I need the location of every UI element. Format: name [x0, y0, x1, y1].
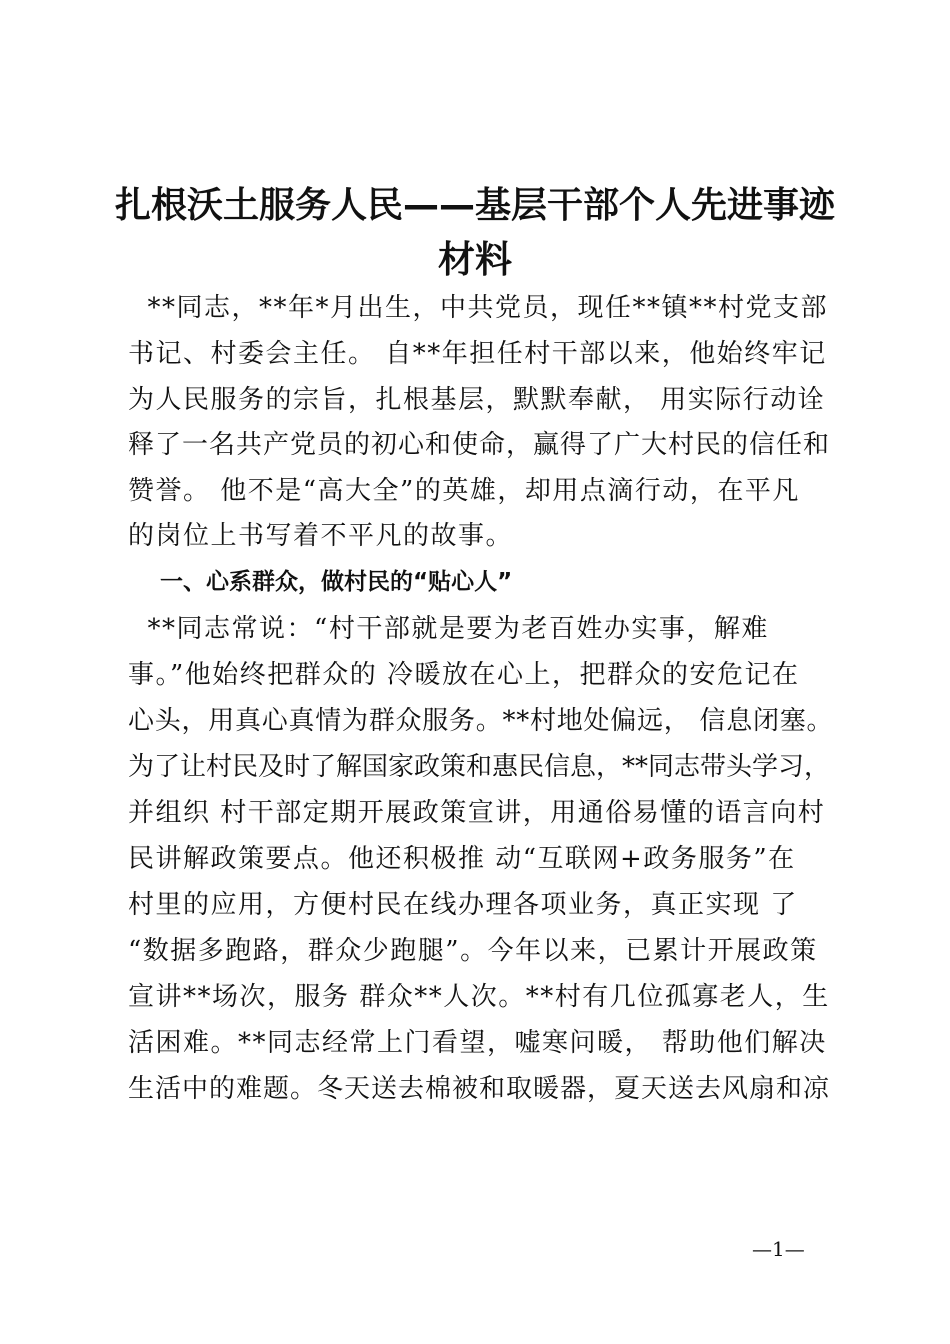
document-title-line1: 扎根沃土服务人民——基层干部个人先进事迹: [114, 185, 835, 226]
paragraph2-line: 事。”他始终把群众的 冷暖放在心上，把群众的安危记在: [128, 660, 800, 690]
paragraph1-line: 赞誉。 他不是“高大全”的英雄，却用点滴行动，在平凡: [128, 476, 800, 506]
document-title-line2: 材料: [438, 238, 512, 281]
paragraph2-line: 活困难。**同志经常上门看望，嘘寒问暖， 帮助他们解决: [128, 1028, 827, 1058]
paragraph1-line: 为人民服务的宗旨，扎根基层，默默奉献， 用实际行动诠: [128, 385, 826, 415]
paragraph2-line: **同志常说：“村干部就是要为老百姓办实事，解难: [128, 614, 769, 644]
paragraph1-line: 的岗位上书写着不平凡的故事。: [128, 521, 514, 551]
paragraph2-line: 民讲解政策要点。他还积极推 动“互联网+政务服务”在: [128, 844, 796, 874]
paragraph2-line: 并组织 村干部定期开展政策宣讲，用通俗易懂的语言向村: [128, 798, 826, 828]
paragraph2-line: 心头，用真心真情为群众服务。**村地处偏远， 信息闭塞。: [128, 706, 834, 736]
page-number: —1—: [752, 1237, 805, 1261]
paragraph2-line: 生活中的难题。冬天送去棉被和取暖器，夏天送去风扇和凉: [128, 1074, 831, 1104]
paragraph2-line: 为了让村民及时了解国家政策和惠民信息，**同志带头学习，: [128, 752, 831, 782]
paragraph2-line: 村里的应用，方便村民在线办理各项业务，真正实现 了: [128, 890, 798, 920]
paragraph2-line: 宣讲**场次，服务 群众**人次。**村有几位孤寡老人，生: [128, 982, 830, 1012]
paragraph1-line: 释了一名共产党员的初心和使命，赢得了广大村民的信任和: [128, 430, 831, 460]
paragraph1-line: 书记、村委会主任。 自**年担任村干部以来，他始终牢记: [128, 339, 827, 369]
section-heading: 一、心系群众，做村民的“贴心人”: [160, 569, 513, 595]
paragraph2-line: “数据多跑路，群众少跑腿”。今年以来，已累计开展政策: [128, 936, 818, 966]
paragraph1-line: **同志，**年*月出生，中共党员，现任**镇**村党支部: [128, 293, 829, 323]
